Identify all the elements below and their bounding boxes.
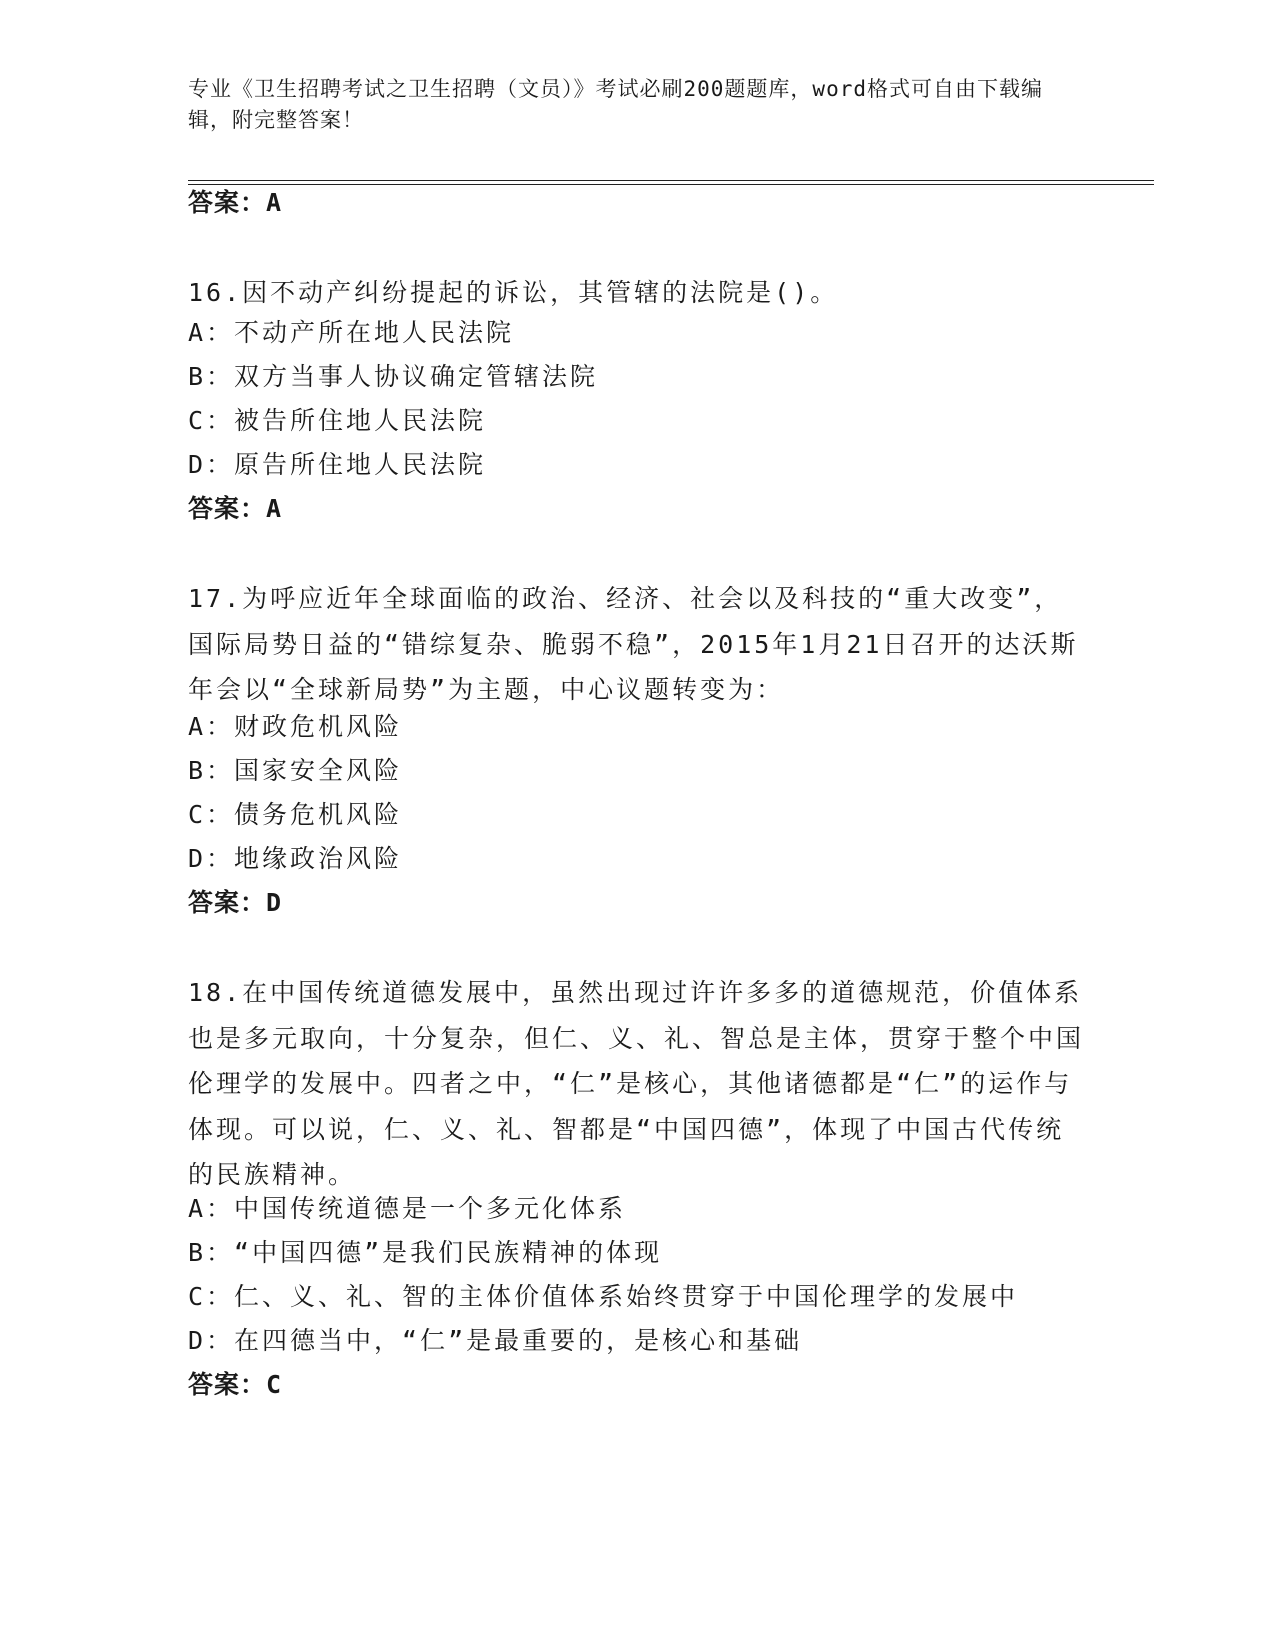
question-18-option-c: C：仁、义、礼、智的主体价值体系始终贯穿于中国伦理学的发展中 <box>188 1282 1019 1311</box>
question-17-text: 17.为呼应近年全球面临的政治、经济、社会以及科技的“重大改变”，国际局势日益的“错综复杂、脆弱不稳”，2015年1月21日召开的达沃斯年会以“全球新局势”为主题，中心议题转变为： <box>188 584 1079 704</box>
question-16-option-d: D：原告所住地人民法院 <box>188 450 487 479</box>
question-17-option-a: A：财政危机风险 <box>188 712 403 741</box>
answer-q17: 答案：D <box>188 888 283 917</box>
header-divider-top <box>188 180 1154 181</box>
header-divider-bottom <box>188 184 1154 185</box>
question-18-option-d: D：在四德当中，“仁”是最重要的，是核心和基础 <box>188 1326 803 1355</box>
question-18-text: 18.在中国传统道德发展中，虽然出现过许许多多的道德规范，价值体系也是多元取向，十分复杂，但仁、义、礼、智总是主体，贯穿于整个中国伦理学的发展中。四者之中，“仁”是核心，其他诸德都是“仁”的运作与体现。可以说，仁、义、礼、智都是“中国四德”，体现了中国古代传统的民族精神。 <box>188 978 1085 1189</box>
question-16-text: 16.因不动产纠纷提起的诉讼，其管辖的法院是()。 <box>188 278 839 307</box>
answer-q18: 答案：C <box>188 1370 283 1399</box>
question-17-option-b: B：国家安全风险 <box>188 756 403 785</box>
answer-q16: 答案：A <box>188 494 283 523</box>
question-16-option-b: B：双方当事人协议确定管辖法院 <box>188 362 599 391</box>
question-18-option-a: A：中国传统道德是一个多元化体系 <box>188 1194 627 1223</box>
question-17-option-c: C：债务危机风险 <box>188 800 403 829</box>
question-16-option-a: A：不动产所在地人民法院 <box>188 318 515 347</box>
question-17-option-d: D：地缘政治风险 <box>188 844 403 873</box>
question-16-option-c: C：被告所住地人民法院 <box>188 406 487 435</box>
document-header: 专业《卫生招聘考试之卫生招聘（文员）》考试必刷200题题库，word格式可自由下载编辑，附完整答案！ <box>188 77 1043 132</box>
question-18-option-b: B：“中国四德”是我们民族精神的体现 <box>188 1238 663 1267</box>
answer-q15: 答案：A <box>188 188 283 217</box>
